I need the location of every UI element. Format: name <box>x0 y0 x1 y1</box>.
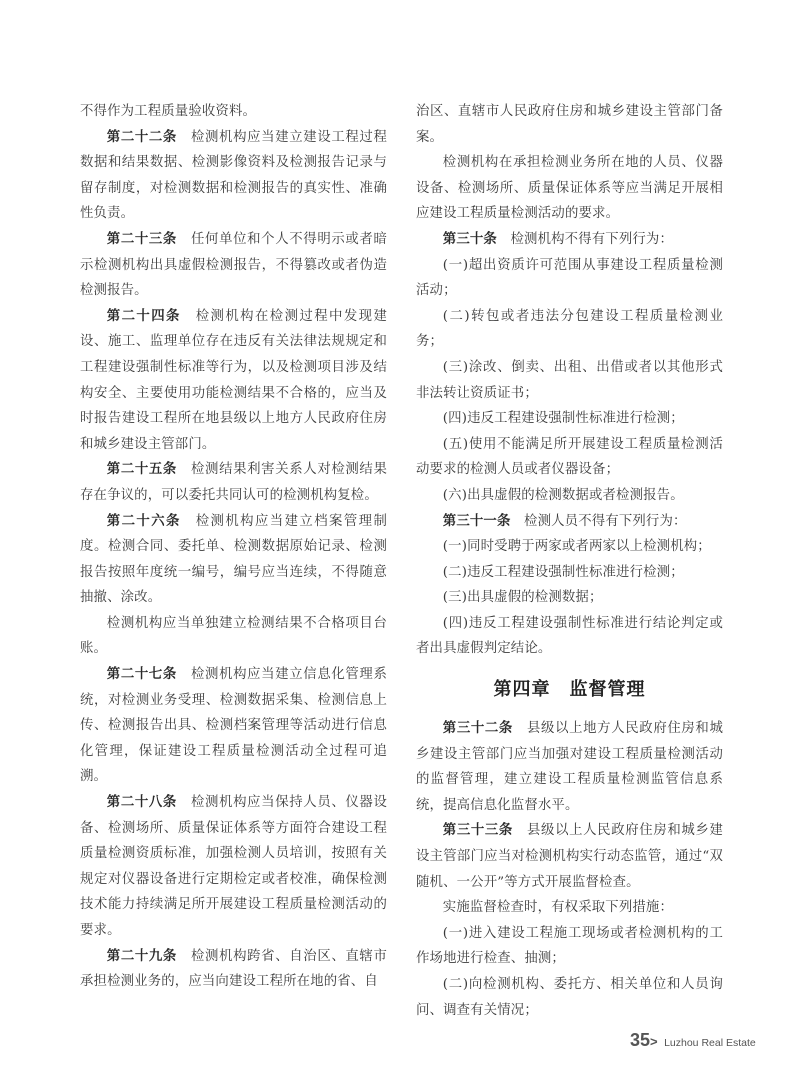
paragraph-text: 检测机构应当保持人员、仪器设备、检测场所、质量保证体系等方面符合建设工程质量检测资质标准，加强检测人员培训，按照有关规定对仪器设备进行定期检定或者校准，确保检测技术能力持续满足所开展建设工程质量检测活动的要求。 <box>80 795 387 938</box>
paragraph <box>416 560 723 586</box>
paragraph-text: 县级以上地方人民政府住房和城乡建设主管部门应当加强对建设工程质量检测活动的监督管理，建立建设工程质量检测监管信息系统，提高信息化监督水平。 <box>416 721 723 813</box>
paragraph-text: (一)超出资质许可范围从事建设工程质量检测活动； <box>416 257 723 299</box>
chapter-title: 第四章 监督管理 <box>493 679 646 701</box>
paragraph-text: (一)进入建设工程施工现场或者检测机构的工作场地进行检查、抽测； <box>416 925 723 967</box>
article-paragraph <box>416 716 723 818</box>
article-paragraph <box>416 509 723 535</box>
right-column <box>416 99 723 1023</box>
arrow-icon: > <box>650 1034 658 1049</box>
article-paragraph <box>80 227 387 304</box>
paragraph-text: (三)出具虚假的检测数据； <box>442 590 603 606</box>
paragraph <box>416 432 723 483</box>
paragraph-text: 任何单位和个人不得明示或者暗示检测机构出具虚假检测报告，不得篡改或者伪造检测报告。 <box>80 231 387 299</box>
paragraph-text: (四)违反工程建设强制性标准进行检测； <box>442 411 684 427</box>
article-number: 第二十三条 <box>106 230 177 247</box>
article-paragraph <box>80 125 387 227</box>
publication-name: Luzhou Real Estate <box>664 1037 756 1049</box>
paragraph-text: (五)使用不能满足所开展建设工程质量检测活动要求的检测人员或者仪器设备； <box>416 436 723 478</box>
article-number: 第二十九条 <box>106 947 177 964</box>
paragraph <box>416 355 723 406</box>
article-number: 第三十二条 <box>442 720 513 737</box>
article-number: 第二十二条 <box>106 128 177 145</box>
paragraph <box>416 99 723 150</box>
page-number: 35 <box>630 1030 651 1050</box>
article-number: 第三十条 <box>442 230 497 247</box>
paragraph-text: 实施监督检查时，有权采取下列措施： <box>442 900 673 916</box>
paragraph <box>416 483 723 509</box>
article-paragraph <box>416 818 723 895</box>
paragraph-text: 检测机构应当建立建设工程过程数据和结果数据、检测影像资料及检测报告记录与留存制度，对检测数据和检测报告的真实性、准确性负责。 <box>80 129 387 222</box>
paragraph <box>80 99 387 125</box>
article-number: 第三十三条 <box>442 822 513 839</box>
paragraph-text: (四)违反工程建设强制性标准进行结论判定或者出具虚假判定结论。 <box>416 615 723 657</box>
paragraph-text: (三)涂改、倒卖、出租、出借或者以其他形式非法转让资质证书； <box>416 359 723 401</box>
paragraph-text: (二)转包或者违法分包建设工程质量检测业务； <box>416 308 723 350</box>
paragraph <box>80 611 387 662</box>
left-column <box>80 99 387 995</box>
paragraph <box>416 304 723 355</box>
paragraph-text: 检测机构应当单独建立检测结果不合格项目台账。 <box>80 615 387 657</box>
paragraph-text: 检测人员不得有下列行为： <box>524 513 687 529</box>
paragraph-text: (二)违反工程建设强制性标准进行检测； <box>442 564 684 580</box>
article-paragraph <box>80 944 387 995</box>
paragraph <box>416 972 723 1023</box>
page-footer <box>630 1030 756 1051</box>
paragraph <box>416 895 723 921</box>
paragraph-text: 检测机构应当建立档案管理制度。检测合同、委托单、检测数据原始记录、检测报告按照年度统一编号，编号应当连续，不得随意抽撤、涂改。 <box>80 513 388 606</box>
article-number: 第三十一条 <box>442 512 511 529</box>
article-paragraph <box>80 457 387 508</box>
article-number: 第二十七条 <box>106 666 177 683</box>
paragraph-text: 检测机构不得有下列行为： <box>510 231 674 247</box>
article-number: 第二十六条 <box>106 512 181 529</box>
paragraph-text: 检测机构在检测过程中发现建设、施工、监理单位存在违反有关法律法规规定和工程建设强制性标准等行为，以及检测项目涉及结构安全、主要使用功能检测结果不合格的，应当及时报告建设工程所在地县级以上地方人民政府住房和城乡建设主管部门。 <box>80 308 388 452</box>
paragraph <box>416 534 723 560</box>
paragraph <box>416 150 723 227</box>
paragraph-text: 检测机构跨省、自治区、直辖市承担检测业务的，应当向建设工程所在地的省、自 <box>80 948 387 990</box>
article-number: 第二十四条 <box>106 307 181 324</box>
paragraph <box>416 611 723 662</box>
article-paragraph <box>80 509 387 611</box>
paragraph-text: 检测机构在承担检测业务所在地的人员、仪器设备、检测场所、质量保证体系等应当满足开展相应建设工程质量检测活动的要求。 <box>416 155 723 222</box>
paragraph-text: (一)同时受聘于两家或者两家以上检测机构； <box>442 539 711 555</box>
article-paragraph <box>80 790 387 944</box>
paragraph <box>416 921 723 972</box>
article-paragraph <box>80 304 387 458</box>
paragraph-text: (二)向检测机构、委托方、相关单位和人员询问、调查有关情况； <box>416 977 723 1018</box>
article-number: 第二十八条 <box>106 794 177 811</box>
paragraph <box>416 585 723 611</box>
paragraph-text: 不得作为工程质量验收资料。 <box>80 104 257 119</box>
paragraph-text: 治区、直辖市人民政府住房和城乡建设主管部门备案。 <box>416 104 723 145</box>
paragraph <box>416 406 723 432</box>
article-number: 第二十五条 <box>106 461 177 478</box>
paragraph-text: 县级以上人民政府住房和城乡建设主管部门应当对检测机构实行动态监管，通过“双随机、一公开”等方式开展监督检查。 <box>416 823 723 890</box>
paragraph-text: 检测结果利害关系人对检测结果存在争议的，可以委托共同认可的检测机构复检。 <box>80 462 387 503</box>
article-paragraph <box>416 227 723 253</box>
paragraph-text: 检测机构应当建立信息化管理系统，对检测业务受理、检测数据采集、检测信息上传、检测报告出具、检测档案管理等活动进行信息化管理，保证建设工程质量检测活动全过程可追溯。 <box>80 667 387 785</box>
article-paragraph <box>80 662 387 790</box>
paragraph-text: (六)出具虚假的检测数据或者检测报告。 <box>442 487 684 503</box>
paragraph <box>416 253 723 304</box>
